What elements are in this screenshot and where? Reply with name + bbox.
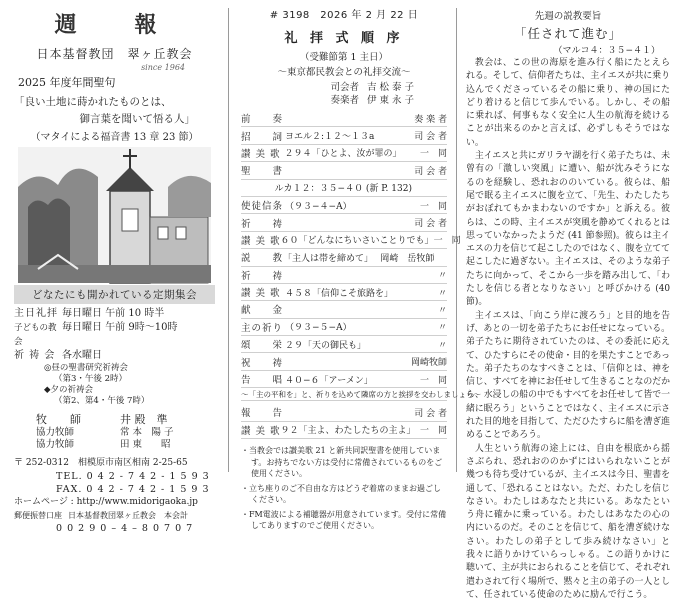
since-label: since 1964 [141,63,185,72]
column-divider [228,8,229,472]
meeting-list [14,307,215,363]
order-items [241,110,461,388]
order-item-content: 「主人は帯を締めて」 岡崎 岳牧師 [283,253,435,264]
order-item-content: （９３−４−A） [285,201,352,212]
coworker-role: 協力牧師 [36,427,75,438]
order-item-name: 説 教 [241,253,284,265]
leaders [241,81,447,107]
issue-number-date: # 3198 2026 年 2 月 22 日 [269,10,419,21]
order-item-leader: 〃 [437,271,447,282]
order-item-row [241,301,447,318]
regular-meetings-banner: どなたにも開かれている定期集会 [14,285,215,304]
notes [241,445,447,532]
order-item-name: 聖 書 [241,166,284,178]
service-theme: 〜東京都民教会との礼拝交流〜 [277,67,411,78]
order-item-leader: 一 同 [433,236,461,247]
order-item-name: 告 唱 [241,375,284,387]
order-item-leader: 一 同 [419,201,447,212]
order-item-name: 献 金 [241,305,284,317]
order-item-leader: 一 同 [419,375,447,386]
order-item-row [241,267,447,284]
order-item-row [241,197,447,214]
order-item-leader: 〃 [437,340,447,351]
order-item-name: 讃 美 歌 [241,148,281,160]
order-item-leader: 一 同 [419,426,447,437]
order-item-row [241,145,447,162]
bulletin-title: 週 報 [54,12,175,38]
order-item-content: ルカ１２：３５−４０ (新 P. 132) [274,184,412,195]
postal-transfer-name: 日本基督教団翠ヶ丘教会 本会計 [68,511,188,520]
order-item-row [241,284,447,301]
meeting-time: 毎日曜日 午前 10 時半 [62,308,165,319]
meeting-name: 祈 祷 会 [14,350,56,361]
peace-note [241,388,481,401]
order-item-row [241,110,447,127]
church-name: 日本基督教団 翠ヶ丘教会 [36,47,193,61]
coworker-name: 田 東 昭 [120,439,171,450]
order-item-leader: 司 会 者 [414,132,447,143]
order-item-name: 前 奏 [241,114,284,126]
order-item-leader: 司 会 者 [414,166,447,177]
meeting-time: 各水曜日 [62,350,102,361]
order-item-leader: 〃 [437,323,447,334]
order-item-name: 主の祈り [241,322,284,334]
order-title: 礼 拝 式 順 序 [284,31,404,46]
order-item-leader: 岡崎牧師 [410,358,447,369]
order-item-content: ４５８「信仰こそ旅路を」 [285,288,394,299]
prayer-note: ◆夕の祈祷会 [44,385,94,395]
motto-reference: （マタイによる福音書 13 章 23 節） [30,132,199,143]
order-item-content: ２９４「ひとよ、汝が罪の」 [284,149,402,160]
order-item-name: 招 詞 [241,131,284,143]
meeting-time: 毎日曜日 午前 9時〜10時 [62,322,178,333]
order-item-row [241,214,447,231]
order-item-row [241,422,447,439]
order-item-row [241,232,461,249]
leader-name: 伊 東 永 子 [367,95,415,106]
order-item-content: ヨエル２:１２〜１３a [285,132,375,143]
order-item-content: ２９「天の御民も」 [285,340,367,351]
prayer-note: （第2、第4・午後 7時） [54,396,150,406]
note: ・立ち座りのご不自由な方はどうぞ着席のままお過ごしください。 [241,483,441,505]
homepage-link[interactable]: ホームページ : http://www.midorigaoka.jp [14,497,198,507]
order-item-content: （９３−５−A） [285,323,352,334]
sermon-paragraph: 主イエスは、「向こう岸に渡ろう」と目的地を告げ、あとの一切を弟子たちにお任せになっている。弟子たちに期待されていたのは、その委託に応えて、ひたすらにその使命・目的を果たすことであった。弟子たちのなすべきことは、「信仰とは、神を信じ、すべてを神にお任せして生きることなのだから、水浸しの船の中でもすべてをお任せして皆で一緒に眠ろう」ということではなく、主イエスに示された目的地を目指して、ただひたすらに船を漕ぎ進めることであろう。 [466,310,670,441]
sermon-paragraph: 人生という航海の途上には、自由を根底から揺さぶられ、恐れおののかずにはいられないことが幾つも待ち受けているが、主イエスは今日、聖書を通して、「恐れることはない。ただ、わたしを信じなさい。わたしはあなたと共にいる。あなたという舟に確かに乗っている。わたしはあなたの心の内にいるのだ。そのことを信じて、船を漕ぎ続けなさい。わたしの弟子として歩み続けなさい」と我々に語りかけていらっしゃる。この語りかけに聴いて、主が共におられることを信じて、それぞれ遣わされて行く場所で、黙々と主の弟子の一人として、任されている使命のために励んで行こう。 [466,443,670,600]
order-item-name: 讃 美 歌 [241,235,281,247]
bulletin-cover [0,0,225,534]
meeting-name: 主日礼拝 [14,308,58,319]
order-item-leader: 一 同 [419,149,447,160]
coworker-block [14,427,215,451]
order-item-row [241,162,447,179]
leader-name: 吉 松 泰 子 [367,82,415,93]
order-item-name: 讃 美 歌 [241,425,281,437]
address: 〒 252-0312 相模原市南区相南 2-25-65 [14,458,188,468]
order-item-leader: 司 会 者 [414,219,447,230]
church-illustration [18,147,211,283]
order-item-name: 頌 栄 [241,340,284,352]
motto-title: 2025 年度年間聖句 [18,76,116,89]
postal-transfer-label: 郵便振替口座 [14,511,62,520]
note: ・FM電波による補聴器が用意されています。受付に常備してありますのでご使用ください。 [241,509,447,531]
meeting-row [14,307,215,321]
order-item-row [241,336,447,353]
note: ・当教会では讃美歌 21 と新共同訳聖書を使用しています。お持ちでない方は受付に常備されているものをご使用ください。 [241,446,443,479]
postal-transfer-number: 0 0 2 9 0 – 4 – 8 0 7 0 7 [56,523,194,534]
fax: FAX. 0 4 2 - 7 4 2 - 1 5 9 3 [56,484,210,495]
pastor-role: 牧 師 [36,413,87,426]
sermon-title: 「任されて進む」 [513,26,622,41]
sermon-paragraph: 主イエスと共にガリラヤ湖を行く弟子たちは、未曾有の「激しい突風」に遭い、船が沈みそうになるのを経験し、恐れおののいている。彼らは、船尾で眠る主イエスに腹を立て、「先生、わたしたちがおぼれてもかまわないのですか」と訴える。彼らは、この時、主イエスが突風を静めてくれるとは思っていなかったようだ (41 節参照)。彼らは主イエスの力を信じて起こしたのではなく、腹を立てて起こしたに過ぎない。主イエスは、そのような弟子たちに向かって、そこから一歩を踏み出して、「わたしを信じる者となりなさい」と呼びかける (40 節)。 [466,151,670,308]
contact-block [14,457,215,535]
order-item-name: 使徒信条 [241,201,284,213]
leader-row [241,94,447,107]
order-item-name: 報 告 [241,408,284,420]
order-item-row [241,319,447,336]
order-item-content: ６０「どんなにちいさいことりでも」 [280,236,434,247]
coworker-role: 協力牧師 [36,439,75,450]
sermon-reference: （マルコ４：３５−４１） [553,46,660,56]
order-item-row [241,371,447,388]
order-item-row [241,404,447,421]
order-item-leader: 司 会 者 [414,408,447,419]
meeting-row [14,349,215,363]
coworker-name: 常 本 陽 子 [120,427,174,438]
meeting-name: 子どもの教会 [14,323,57,347]
meeting-row [14,321,215,349]
worship-order [235,0,481,531]
peace-note-text: 〜「主の平和を」と、祈りを込めて隣席の方と挨拶を交わしましょう〜 [241,389,481,399]
sermon-body [466,57,670,602]
order-item-name: 祝 祷 [241,357,284,369]
order-item-row [241,249,447,266]
postal-transfer [14,509,215,522]
order-item-row [241,180,447,197]
prayer-note: ◎昼の聖書研究祈祷会 [44,363,128,373]
order-item-leader: 奏 楽 者 [414,114,447,125]
order-item-content: ４０−６「アーメン」 [285,375,373,386]
leader-row [241,81,447,94]
order-item-row [241,353,447,370]
liturgical-day: （受難節第 1 主日） [299,52,389,63]
order-item-name: 讃 美 歌 [241,288,281,300]
motto-line-1: 「良い土地に蒔かれたものとは、 [14,96,172,108]
pastor-block [14,413,215,427]
order-item-leader: 〃 [437,305,447,316]
order-item-content: ９２「主よ、わたしたちの主よ」 [280,426,416,437]
motto-line-2: 御言葉を聞いて悟る人」 [79,113,195,125]
order-item-leader: 〃 [437,288,447,299]
leader-role: 奏楽者 [330,95,359,106]
sermon-paragraph: 教会は、この世の海原を進み行く船にたとえられる。そして、信仰者たちは、主イエスが共に乗り込んでくださっているその船に乗り、神の国にたどり着けると信じて歩んでいる。しかし、その船に乗れば、何事もなく安全に人生の航海を続けることが出来るのかと言えば、必ずしもそうではない。 [466,58,670,148]
sermon-heading: 先週の説教要旨 [534,11,602,22]
leader-role: 司会者 [330,82,359,93]
phone: TEL. 0 4 2 - 7 4 2 - 1 5 9 3 [56,471,210,482]
order-item-name: 祈 祷 [241,218,284,230]
order-item-row [241,127,447,144]
order-after [241,404,447,439]
order-item-name: 祈 祷 [241,270,284,282]
sermon-summary [460,0,680,600]
pastor-name: 井 殿 準 [120,413,168,426]
prayer-note: （第3・午後 2時） [54,374,128,384]
